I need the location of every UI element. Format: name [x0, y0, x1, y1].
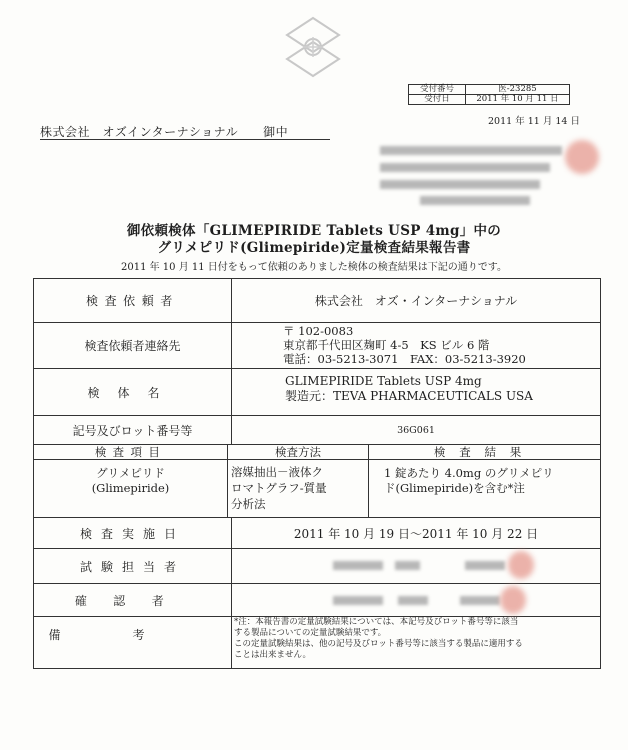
method-line: 分析法 — [231, 497, 266, 511]
issue-date: 2011 年 11 月 14 日 — [488, 116, 580, 127]
column-header-method: 検査方法 — [275, 444, 321, 459]
item-name-en: (Glimepiride) — [91, 481, 170, 495]
confirmer-label: 確認者 — [74, 593, 191, 608]
contact-phone: 電話：03-5213-3071 FAX：03-5213-3920 — [283, 352, 526, 366]
table-rule — [600, 278, 601, 669]
redacted-issuer-line — [420, 196, 530, 205]
redacted-issuer-line — [380, 163, 550, 172]
reception-number-label: 受付番号 — [409, 85, 466, 95]
test-date-label: 検査実施日 — [79, 526, 185, 541]
reception-number-value: 医-23285 — [466, 85, 570, 95]
institution-emblem — [283, 15, 343, 79]
requester-value: 株式会社 オズ・インターナショナル — [314, 294, 518, 308]
method-line: ロマトグラフ-質量 — [231, 481, 327, 495]
tester-label: 試験担当者 — [79, 559, 185, 574]
remarks-line: する製品についての定量試験結果です。 — [234, 628, 387, 638]
redacted-confirmer-seal — [500, 586, 526, 614]
requester-label: 検査依頼者 — [85, 294, 179, 308]
column-header-item: 検査項目 — [94, 444, 167, 459]
lot-label: 記号及びロット番号等 — [72, 423, 193, 438]
intro-text: 2011 年 10 月 11 日付をもって依頼のありました検体の検査結果は下記の通りです。 — [121, 262, 507, 273]
redacted-issuer-line — [380, 146, 562, 155]
redacted-issuer-line — [380, 180, 540, 189]
reception-date-label: 受付日 — [409, 95, 466, 105]
table-rule — [33, 668, 601, 669]
lot-value: 36G061 — [397, 424, 435, 436]
reception-date-value: 2011 年 10 月 11 日 — [466, 95, 570, 105]
method-line: 溶媒抽出－液体ク — [231, 465, 323, 479]
sample-maker: 製造元：TEVA PHARMACEUTICALS USA — [285, 389, 533, 403]
remarks-line: ことは出来ません。 — [234, 650, 312, 660]
remarks-line: この定量試験結果は、他の記号及びロット番号等に該当する製品に適用する — [234, 639, 523, 649]
remarks-cell — [234, 617, 598, 661]
contact-label: 検査依頼者連絡先 — [84, 339, 181, 353]
sample-name: GLIMEPIRIDE Tablets USP 4mg — [285, 374, 482, 388]
sample-block — [285, 374, 533, 404]
contact-postal: 〒 102-0083 — [283, 324, 354, 338]
contact-block — [283, 324, 526, 366]
addressee-underline — [40, 139, 330, 140]
item-name-ja: グリメピリド — [96, 466, 165, 480]
redacted-confirmer-name — [333, 596, 383, 605]
remarks-label: 備考 — [48, 627, 217, 642]
result-cell — [384, 466, 554, 496]
report-title-line1: 御依頼検体「GLIMEPIRIDE Tablets USP 4mg」中の — [126, 223, 502, 239]
redacted-company-seal — [565, 140, 599, 174]
redacted-tester-seal — [508, 551, 534, 579]
test-date-value: 2011 年 10 月 19 日～2011 年 10 月 22 日 — [293, 526, 539, 541]
redacted-confirmer-name — [398, 596, 428, 605]
contact-address: 東京都千代田区麹町 4-5 KS ビル 6 階 — [283, 338, 490, 352]
redacted-tester-name — [333, 561, 383, 570]
addressee: 株式会社 オズインターナショナル 御中 — [40, 125, 289, 139]
redacted-tester-name — [395, 561, 420, 570]
item-cell — [34, 466, 227, 496]
result-line: 1 錠あたり 4.0mg のグリメピリ — [384, 466, 554, 480]
column-header-result: 検査結果 — [433, 444, 536, 459]
redacted-tester-name — [465, 561, 505, 570]
method-cell — [231, 464, 327, 512]
result-line: ド(Glimepiride)を含む*注 — [384, 481, 525, 495]
sample-label: 検体名 — [87, 385, 178, 400]
report-title-line2: グリメピリド(Glimepiride)定量検査結果報告書 — [157, 240, 471, 256]
reception-box — [408, 84, 570, 105]
redacted-confirmer-name — [460, 596, 500, 605]
remarks-line: *注：本報告書の定量試験結果については、本記号及びロット番号等に該当 — [234, 617, 519, 627]
